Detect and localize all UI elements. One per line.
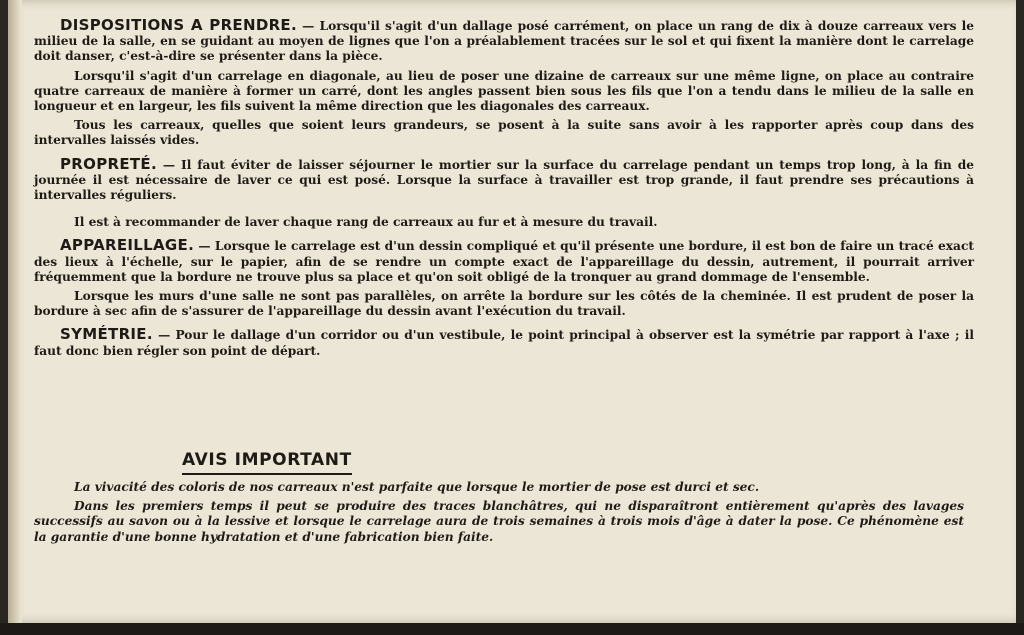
symetrie-heading: SYMÉTRIE.	[60, 325, 153, 344]
document-page	[8, 0, 1016, 623]
appareillage-heading: APPAREILLAGE.	[60, 236, 195, 255]
appareillage-walls-paragraph: Lorsque les murs d'une salle ne sont pas parallèles, on arrête la bordure sur les côtés de la cheminée. Il est prudent de poser la bordure à sec afin de s'assurer de l'appareillage du dessin avant l'exécution du travail.	[34, 289, 974, 319]
avis-traces-paragraph: Dans les premiers temps il peut se produire des traces blanchâtres, qui ne disparaîtront entièrement qu'après des lavages successifs au savon ou à la lessive et lorsque le carrelage aura de trois semaines à trois mois d'âge à dater la pose. Ce phénomène est la garantie d'une bonne hydratation et d'une fabrication bien faite.	[34, 499, 964, 544]
proprete-heading: PROPRETÉ.	[60, 154, 157, 173]
symetrie-paragraph	[34, 327, 974, 358]
dispositions-sizes-paragraph: Tous les carreaux, quelles que soient leurs grandeurs, se posent à la suite sans avoir à les rapporter après coup dans des intervalles laissés vides.	[34, 118, 974, 148]
avis-body	[34, 480, 964, 545]
proprete-wash-paragraph: Il est à recommander de laver chaque rang de carreaux au fur et à mesure du travail.	[74, 215, 658, 230]
avis-colour-paragraph: La vivacité des coloris de nos carreaux n'est parfaite que lorsque le mortier de pose est durci et sec.	[74, 480, 760, 494]
proprete-paragraph	[34, 154, 974, 204]
symetrie-text: — Pour le dallage d'un corridor ou d'un vestibule, le point principal à observer est la symétrie par rapport à l'axe ; il faut donc bien régler son point de départ.	[34, 328, 974, 358]
dispositions-text: — Lorsqu'il s'agit d'un dallage posé carrément, on place un rang de dix à douze carreaux vers le milieu de la salle, en se guidant au moyen de lignes que l'on a préalablement tracées sur le sol et qui fixent la manière dont le carrelage doit danser, c'est-à-dire se présenter dans la pièce.	[34, 19, 974, 64]
book-spine-shadow	[8, 0, 22, 623]
avis-important-title: AVIS IMPORTANT	[182, 450, 352, 475]
proprete-text: — Il faut éviter de laisser séjourner le mortier sur la surface du carrelage pendant un temps trop long, à la fin de journée il est nécessaire de laver ce qui est posé. Lorsque la surface à travailler est trop grande, il faut prendre ses précautions à intervalles réguliers.	[34, 157, 974, 203]
instructions-body	[34, 18, 974, 359]
dispositions-diagonal-paragraph: Lorsqu'il s'agit d'un carrelage en diagonale, au lieu de poser une dizaine de carreaux sur une même ligne, on place au contraire quatre carreaux de manière à former un carré, dont les angles passent bien sous les fils que l'on a tendu dans le milieu de la salle en longueur et en largeur, les fils suivent la même direction que les diagonales des carreaux.	[34, 68, 974, 114]
dispositions-heading: DISPOSITIONS A PRENDRE.	[60, 16, 297, 34]
page-bottom-edge	[0, 623, 1024, 635]
appareillage-text: — Lorsque le carrelage est d'un dessin compliqué et qu'il présente une bordure, il est bon de faire un tracé exact des lieux à l'échelle, sur le papier, afin de se rendre un compte exact de l'appareillage du dessin, autrement, il pourrait arriver fréquemment que la bordure ne trouve plus sa place et qu'on soit obligé de la tronquer au grand dommage de l'ensemble.	[34, 239, 974, 284]
dispositions-paragraph	[34, 18, 974, 65]
appareillage-paragraph	[34, 238, 974, 285]
